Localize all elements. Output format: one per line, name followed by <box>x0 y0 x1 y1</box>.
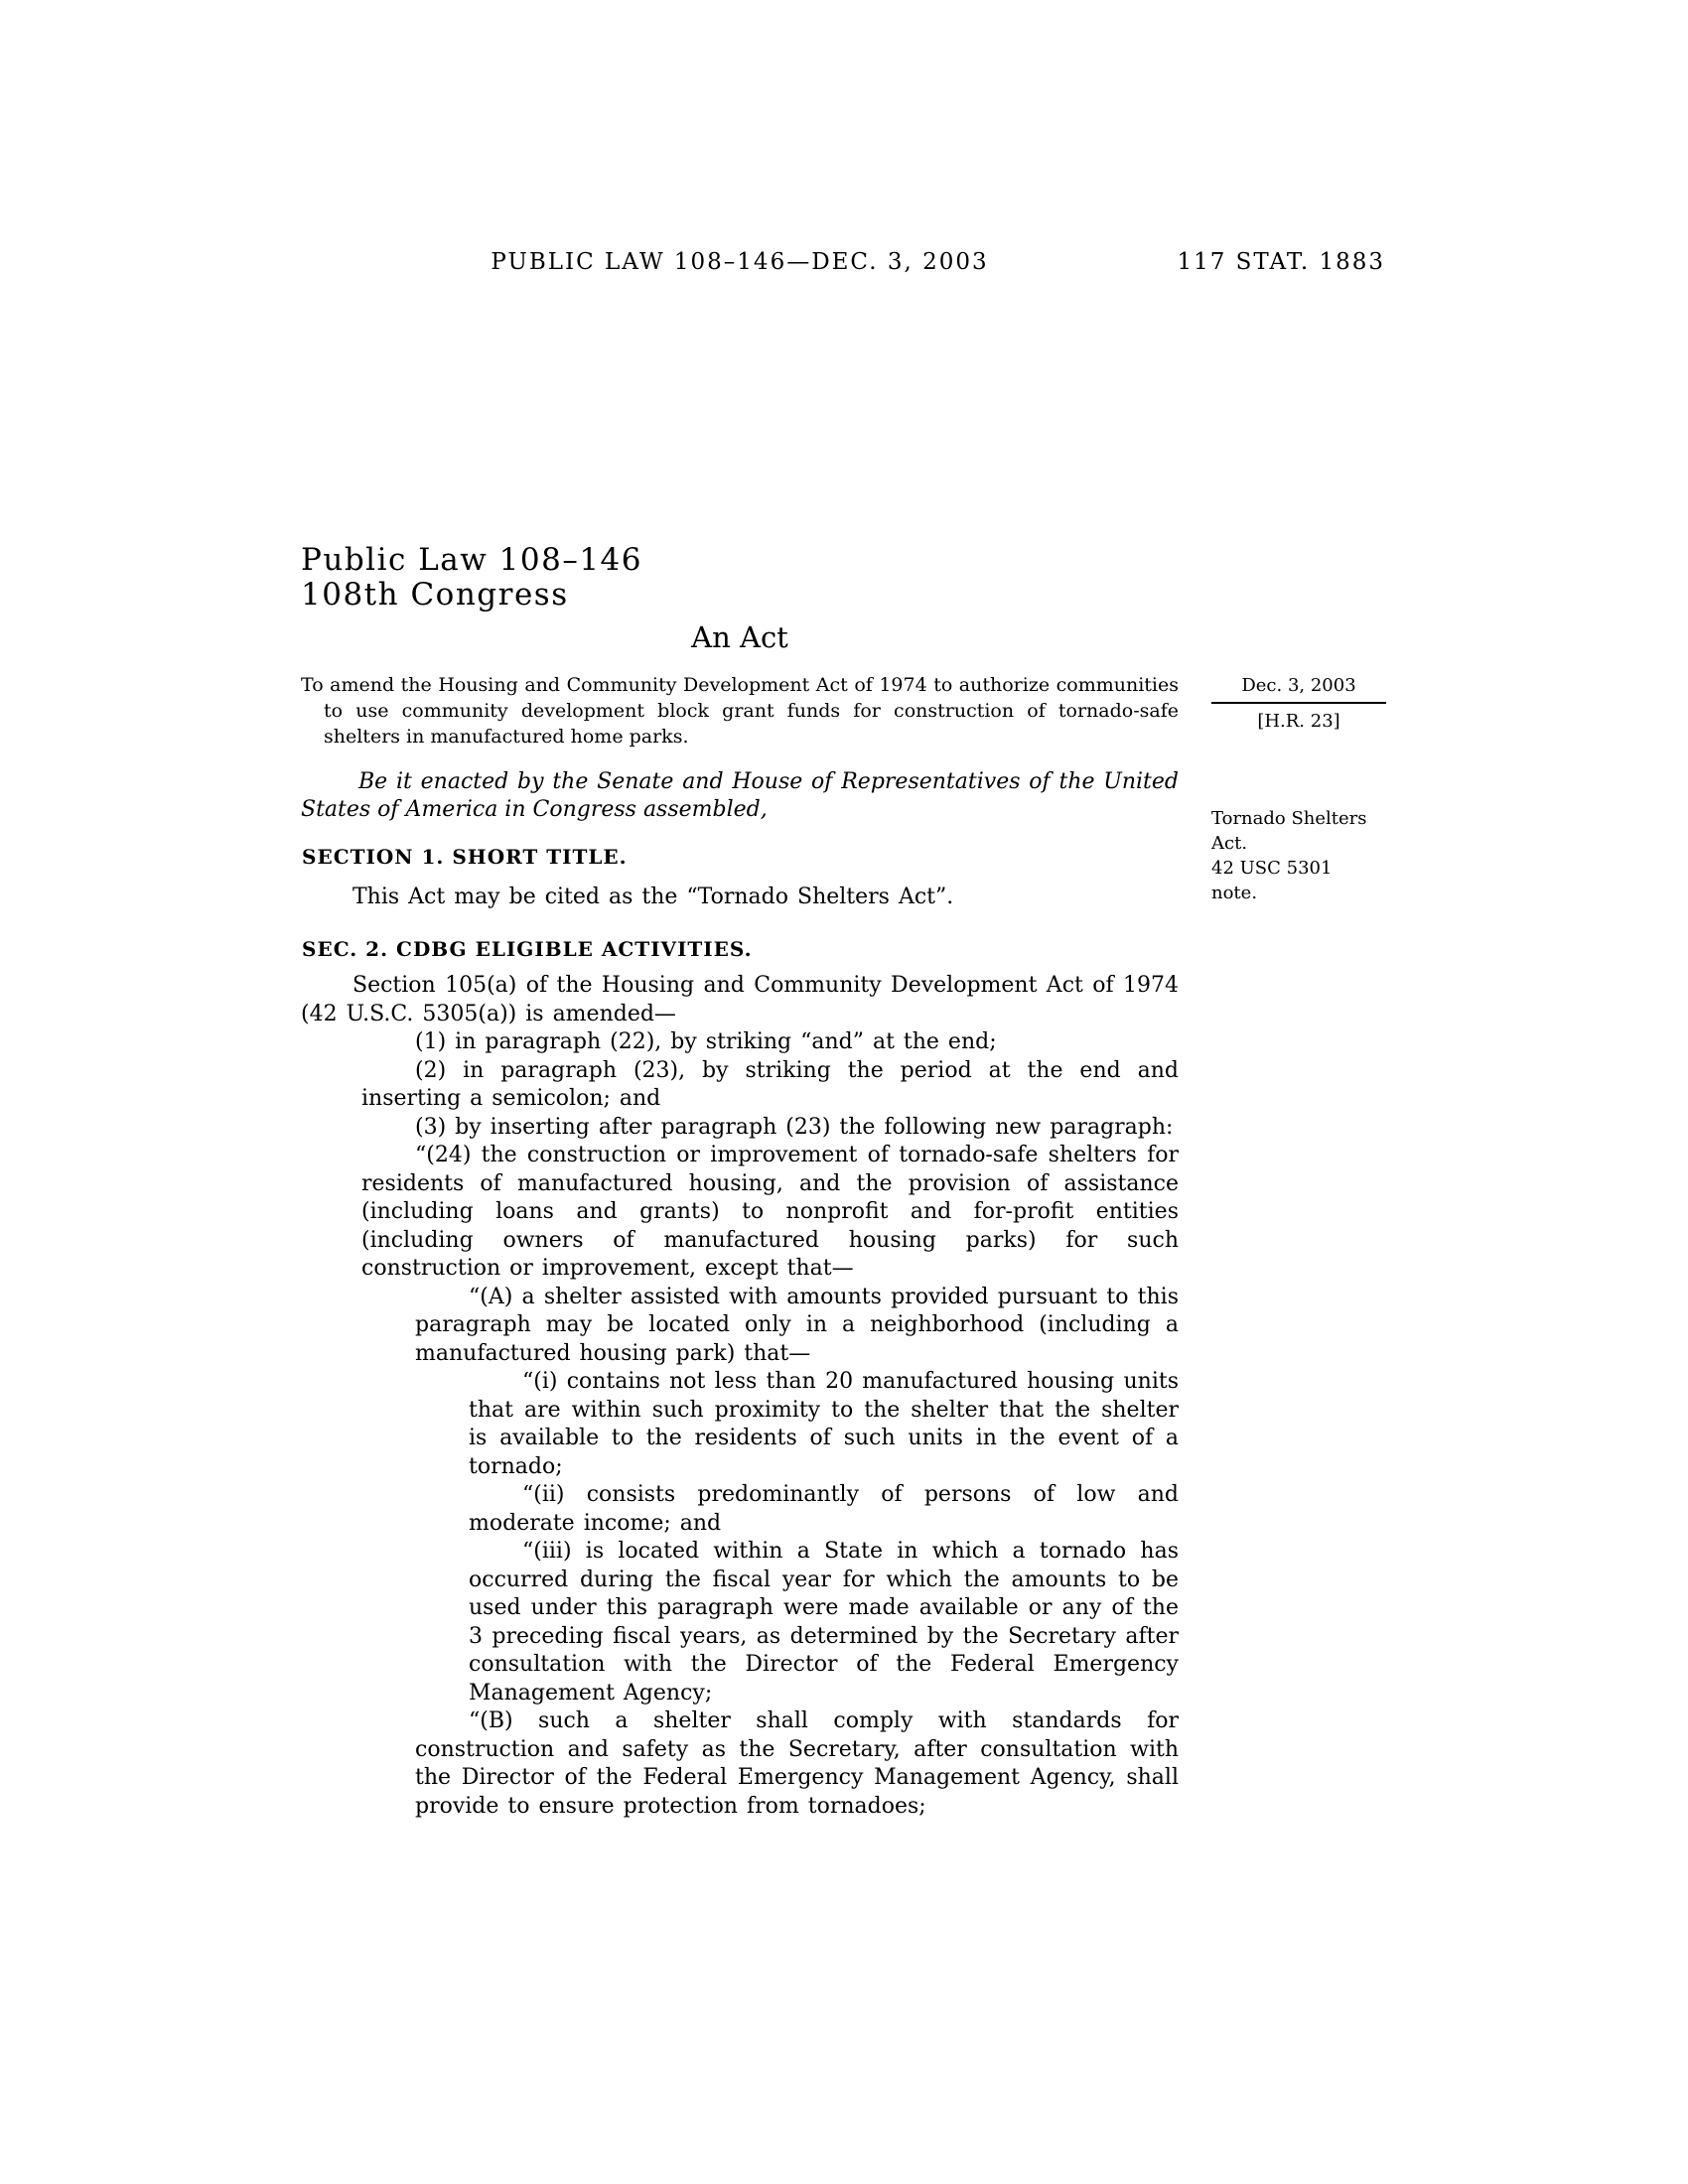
section-2-heading: SEC. 2. CDBG ELIGIBLE ACTIVITIES. <box>302 937 753 961</box>
statute-subparagraph-A: “(A) a shelter assisted with amounts provided pursuant to this paragraph may be located only in a neighborhood (including a manufactured housing park) that— <box>415 1284 1179 1366</box>
margin-note-short-title-block <box>1211 806 1386 905</box>
statute-clause-ii: “(ii) consists predominantly of persons of low and moderate income; and <box>469 1482 1179 1536</box>
margin-note-rule <box>1211 702 1386 704</box>
statute-clause-1: (1) in paragraph (22), by striking “and” at the end; <box>415 1029 997 1054</box>
statute-paragraph-intro: Section 105(a) of the Housing and Community Development Act of 1974 (42 U.S.C. 5305(a)) is amended— <box>301 973 1179 1026</box>
preamble-text: To amend the Housing and Community Development Act of 1974 to authorize communities to use community development block grant funds for construction of tornado-safe shelters in manufactured home parks. <box>301 674 1179 748</box>
section-1-heading: SECTION 1. SHORT TITLE. <box>302 845 628 869</box>
section-2-body <box>301 972 1179 1821</box>
statute-clause-iii: “(iii) is located within a State in which a tornado has occurred during the fiscal year for which the amounts to be used under this paragraph were made available or any of the 3 preceding fiscal years, as determined by the Secretary after consultation with the Director of the Federal Emergency Management Agency; <box>469 1539 1179 1706</box>
statute-clause-i: “(i) contains not less than 20 manufactured housing units that are within such proximity to the shelter that the shelter is available to the residents of such units in the event of a tornado; <box>469 1369 1179 1479</box>
margin-note-date-block <box>1211 675 1386 732</box>
margin-note-bill-number: [H.R. 23] <box>1257 711 1340 732</box>
statute-clause-2: (2) in paragraph (23), by striking the period at the end and inserting a semicolon; and <box>361 1057 1179 1111</box>
statute-clause-3: (3) by inserting after paragraph (23) the following new paragraph: <box>415 1114 1174 1140</box>
section-1-paragraph: This Act may be cited as the “Tornado Shelters Act”. <box>352 885 954 909</box>
margin-note-usc-citation: 42 USC 5301 note. <box>1211 858 1333 903</box>
running-header <box>301 249 1385 277</box>
statute-subparagraph-B: “(B) such a shelter shall comply with standards for construction and safety as the Secretary, after consultation with the Director of the Federal Emergency Management Agency, shall provide to ensure protection from tornadoes; <box>415 1708 1179 1819</box>
act-heading: An Act <box>691 620 788 654</box>
margin-note-short-title: Tornado Shelters Act. <box>1211 808 1367 854</box>
margin-note-date: Dec. 3, 2003 <box>1241 675 1356 696</box>
running-header-law-citation: PUBLIC LAW 108–146—DEC. 3, 2003 <box>491 249 989 275</box>
statute-paragraph-24: “(24) the construction or improvement of tornado-safe shelters for residents of manufactured housing, and the provision of assistance (including loans and grants) to nonprofit and for-profit entities (including owners of manufactured housing parks) for such construction or improvement, except that— <box>361 1143 1179 1281</box>
enacting-clause: Be it enacted by the Senate and House of Representatives of the United States of America in Congress assembled, <box>301 769 1179 822</box>
running-header-stat-page: 117 STAT. 1883 <box>1177 249 1385 275</box>
law-number-line: Public Law 108–146 <box>301 542 643 578</box>
congress-line: 108th Congress <box>301 577 569 613</box>
law-title-block <box>301 543 642 613</box>
